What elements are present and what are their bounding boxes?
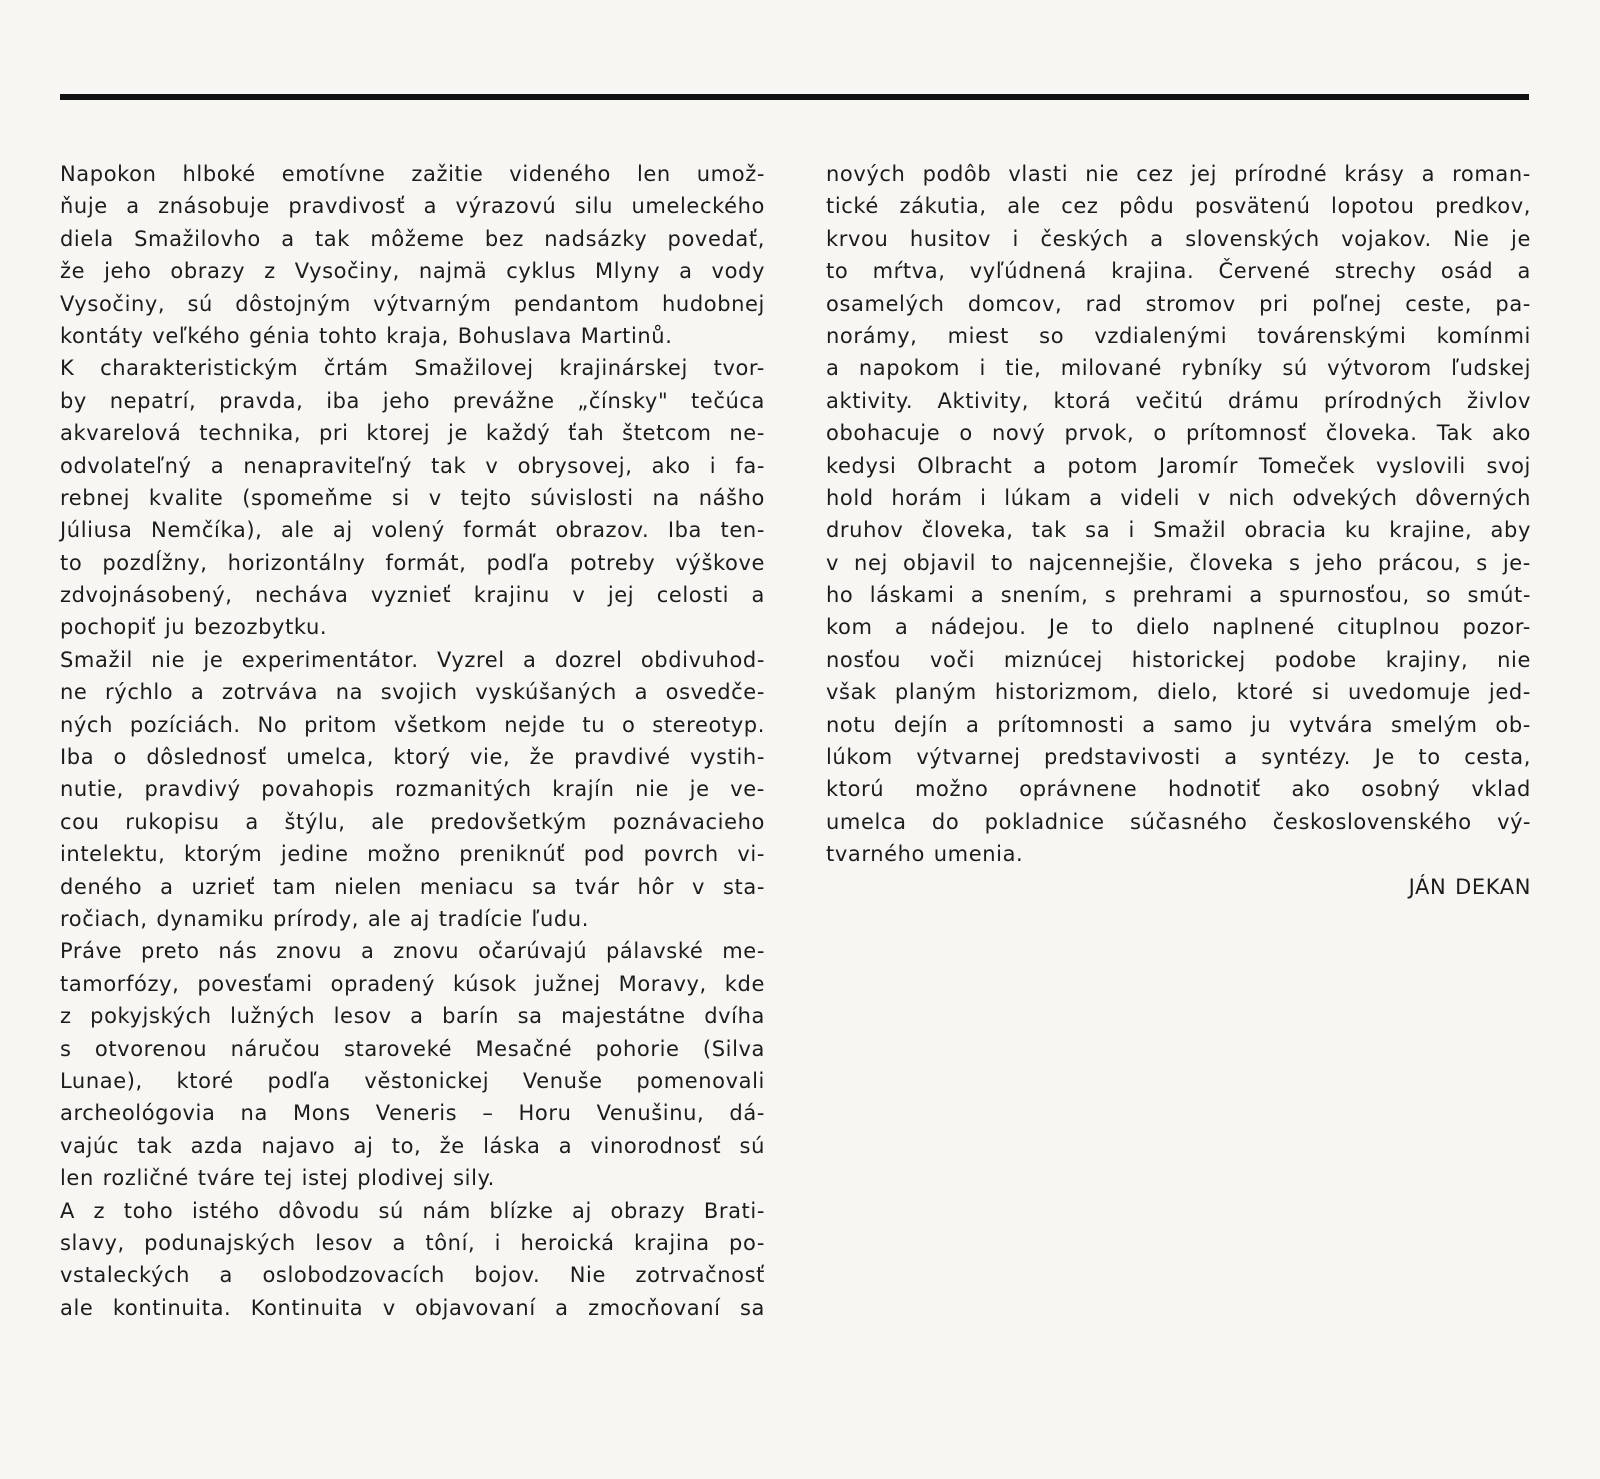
text-line: krvou husitov i českých a slovenských vojakov. Nie je (826, 226, 1531, 251)
text-line: nových podôb vlasti nie cez jej prírodné krásy a roman- (826, 162, 1531, 186)
text-line: to mŕtva, vyľúdnená krajina. Červené strechy osád a (826, 259, 1531, 284)
text-line: notu dejín a prítomnosti a samo ju vytvára smelým ob- (826, 712, 1531, 737)
text-line: Júliusa Nemčíka), ale aj volený formát obrazov. Iba ten- (60, 518, 765, 543)
text-line: že jeho obrazy z Vysočiny, najmä cyklus Mlyny a vody (60, 259, 765, 284)
text-line: aktivity. Aktivity, ktorá večitú drámu prírodných živlov (826, 388, 1531, 413)
text-line: osamelých domcov, rad stromov pri poľnej ceste, pa- (826, 291, 1531, 316)
text-line: obohacuje o nový prvok, o prítomnosť človeka. Tak ako (826, 421, 1531, 446)
text-line: druhov človeka, tak sa i Smažil obracia ku krajine, aby (826, 518, 1531, 543)
text-line: nutie, pravdivý povahopis rozmanitých krajín nie je ve- (60, 777, 765, 802)
text-line: diela Smažilovho a tak môžeme bez nadsázky povedať, (60, 226, 765, 251)
text-line: ktorú možno oprávnene hodnotiť ako osobný vklad (826, 777, 1531, 802)
text-line: odvolateľný a nenapraviteľný tak v obrysovej, ako i fa- (60, 453, 765, 478)
text-line: cou rukopisu a štýlu, ale predovšetkým poznávacieho (60, 809, 765, 834)
author-signature: JÁN DEKAN (1408, 874, 1531, 899)
text-line: v nej objavil to najcennejšie, človeka s jeho prácou, s je- (826, 550, 1531, 575)
text-line: Lunae), ktoré podľa věstonickej Venuše pomenovali (60, 1068, 765, 1093)
text-line: ale kontinuita. Kontinuita v objavovaní a zmocňovaní sa (60, 1295, 765, 1320)
text-line: zdvojnásobený, necháva vyznieť krajinu v jej celosti a (60, 583, 765, 608)
text-line: by nepatrí, pravda, iba jeho prevážne „čínsky" tečúca (60, 388, 765, 413)
text-line: K charakteristickým črtám Smažilovej krajinárskej tvor- (60, 356, 765, 381)
text-line: akvarelová technika, pri ktorej je každý ťah štetcom ne- (60, 421, 765, 446)
text-line: to pozdĺžny, horizontálny formát, podľa potreby výškove (60, 550, 765, 575)
text-line: slavy, podunajských lesov a tôní, i heroická krajina po- (60, 1230, 765, 1255)
text-line: tvarného umenia. (826, 842, 1024, 867)
text-line: nosťou voči miznúcej historickej podobe krajiny, nie (826, 647, 1531, 672)
text-line: lúkom výtvarnej predstavivosti a syntézy. Je to cesta, (826, 745, 1531, 770)
text-line: kontáty veľkého génia tohto kraja, Bohuslava Martinů. (60, 323, 673, 348)
text-line: ňuje a znásobuje pravdivosť a výrazovú silu umeleckého (60, 194, 765, 219)
text-line: a napokom i tie, milované rybníky sú výtvorom ľudskej (826, 356, 1531, 381)
text-line: ho láskami a snením, s prehrami a spurnosťou, so smút- (826, 583, 1531, 608)
text-line: tické zákutia, ale cez pôdu posvätenú lopotou predkov, (826, 194, 1531, 219)
text-line: Vysočiny, sú dôstojným výtvarným pendantom hudobnej (60, 291, 765, 316)
text-line: hold horám i lúkam a videli v nich odvekých dôverných (826, 485, 1531, 510)
text-line: s otvorenou náručou staroveké Mesačné pohorie (Silva (60, 1036, 765, 1061)
text-line: umelca do pokladnice súčasného československého vý- (826, 809, 1531, 834)
top-rule (60, 94, 1529, 100)
text-line: kedysi Olbracht a potom Jaromír Tomeček vyslovili svoj (826, 453, 1531, 478)
text-line: Práve preto nás znovu a znovu očarúvajú pálavské me- (60, 939, 765, 964)
text-line: rebnej kvalite (spomeňme si v tejto súvislosti na nášho (60, 485, 765, 510)
left-text-column (60, 158, 765, 1324)
text-line: z pokyjských lužných lesov a barín sa majestátne dvíha (60, 1004, 765, 1029)
text-line: norámy, miest so vzdialenými továrenskými komínmi (826, 323, 1531, 348)
text-line: len rozličné tváre tej istej plodivej sily. (60, 1166, 495, 1191)
text-line: archeológovia na Mons Veneris – Horu Venušinu, dá- (60, 1101, 765, 1126)
text-line: tamorfózy, povesťami opradený kúsok južnej Moravy, kde (60, 971, 765, 996)
text-line: intelektu, ktorým jedine možno preniknúť pod povrch vi- (60, 842, 765, 867)
text-line: vstaleckých a oslobodzovacích bojov. Nie zotrvačnosť (60, 1263, 765, 1288)
text-line: vajúc tak azda najavo aj to, že láska a vinorodnosť sú (60, 1133, 765, 1158)
right-text-column (826, 158, 1531, 903)
text-line: Napokon hlboké emotívne zažitie videného len umož- (60, 162, 765, 186)
text-line: ne rýchlo a zotrváva na svojich vyskúšaných a osvedče- (60, 680, 765, 705)
text-line: deného a uzrieť tam nielen meniacu sa tvár hôr v sta- (60, 874, 765, 899)
text-line: Smažil nie je experimentátor. Vyzrel a dozrel obdivuhod- (60, 647, 765, 672)
text-line: však planým historizmom, dielo, ktoré si uvedomuje jed- (826, 680, 1531, 705)
text-line: pochopiť ju bezozbytku. (60, 615, 328, 640)
text-line: A z toho istého dôvodu sú nám blízke aj obrazy Brati- (60, 1198, 765, 1223)
text-line: Iba o dôslednosť umelca, ktorý vie, že pravdivé vystih- (60, 745, 765, 770)
text-line: kom a nádejou. Je to dielo naplnené cituplnou pozor- (826, 615, 1531, 640)
text-line: ročiach, dynamiku prírody, ale aj tradície ľudu. (60, 906, 589, 931)
text-line: ných pozíciách. No pritom všetkom nejde tu o stereotyp. (60, 712, 765, 737)
